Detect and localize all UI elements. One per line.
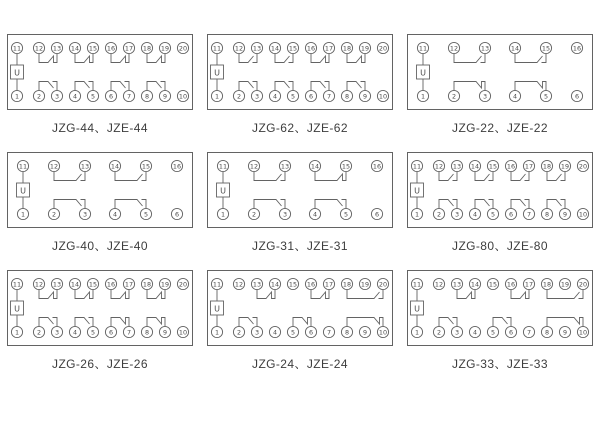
terminal-number: 6: [108, 328, 114, 337]
coil-label: U: [20, 186, 26, 196]
contact-normally-open: [111, 82, 129, 91]
terminal-number: 3: [482, 92, 488, 101]
terminal-number: 12: [234, 280, 244, 289]
terminal-number: 14: [70, 44, 80, 53]
terminal-number: 1: [214, 328, 220, 337]
panel-caption: JZG-80、JZE-80: [452, 239, 548, 253]
terminal-number: 19: [160, 280, 170, 289]
terminal-number: 4: [472, 210, 478, 219]
terminal-number: 3: [54, 328, 60, 337]
terminal-number: 16: [172, 162, 182, 171]
coil-label: U: [414, 304, 420, 314]
terminal-number: 3: [454, 210, 460, 219]
terminal-diagram: [207, 152, 393, 228]
terminal-number: 17: [324, 44, 334, 53]
terminal-number: 18: [342, 44, 352, 53]
contact-normally-open: [547, 290, 583, 299]
relay-terminal-diagram-svg: [407, 34, 593, 110]
terminal-number: 1: [220, 210, 226, 219]
terminal-number: 15: [488, 280, 498, 289]
terminal-number: 2: [236, 328, 242, 337]
contact-normally-open: [239, 318, 257, 327]
terminal-number: 4: [72, 328, 78, 337]
panel-caption: JZG-33、JZE-33: [452, 357, 548, 371]
terminal-number: 7: [126, 328, 132, 337]
terminal-number: 3: [454, 328, 460, 337]
terminal-number: 3: [82, 210, 88, 219]
contact-normally-closed: [147, 290, 165, 299]
terminal-number: 11: [212, 280, 222, 289]
coil-label: U: [14, 68, 20, 78]
contact-normally-open: [275, 54, 293, 63]
contact-normally-open: [347, 290, 383, 299]
contact-normally-open: [75, 318, 93, 327]
relay-terminal-diagram-svg: [407, 152, 593, 228]
terminal-number: 11: [18, 162, 28, 171]
terminal-number: 4: [112, 210, 118, 219]
terminal-number: 5: [490, 328, 496, 337]
terminal-diagram: [407, 270, 593, 346]
terminal-number: 17: [324, 280, 334, 289]
terminal-number: 1: [414, 328, 420, 337]
contact-normally-open: [115, 172, 146, 181]
terminal-number: 7: [326, 328, 332, 337]
terminal-number: 4: [312, 210, 318, 219]
relay-terminal-diagram-svg: [207, 152, 393, 228]
contact-normally-open: [315, 200, 346, 209]
contact-normally-closed: [511, 290, 529, 299]
contact-normally-closed: [457, 290, 475, 299]
panel-caption: JZG-40、JZE-40: [52, 239, 148, 253]
terminal-number: 13: [280, 162, 290, 171]
terminal-number: 5: [343, 210, 349, 219]
panel-caption: JZG-26、JZE-26: [52, 357, 148, 371]
terminal-number: 14: [470, 162, 480, 171]
contact-normally-closed: [454, 82, 485, 91]
terminal-number: 20: [578, 162, 588, 171]
terminal-number: 18: [142, 280, 152, 289]
terminal-number: 8: [544, 328, 550, 337]
contact-normally-closed: [147, 318, 165, 327]
relay-terminal-diagram-svg: [7, 34, 193, 110]
relay-terminal-diagram-svg: [7, 270, 193, 346]
panel-caption: JZG-24、JZE-24: [252, 357, 348, 371]
terminal-number: 11: [12, 44, 22, 53]
terminal-number: 12: [49, 162, 59, 171]
contact-normally-open: [39, 82, 57, 91]
contact-normally-open: [511, 200, 529, 209]
terminal-number: 20: [578, 280, 588, 289]
terminal-number: 1: [20, 210, 26, 219]
terminal-number: 10: [578, 328, 588, 337]
terminal-number: 17: [124, 44, 134, 53]
terminal-number: 15: [288, 44, 298, 53]
terminal-diagram: [407, 152, 593, 228]
terminal-number: 18: [142, 44, 152, 53]
terminal-number: 11: [12, 280, 22, 289]
contact-normally-open: [454, 54, 485, 63]
contact-normally-closed: [39, 290, 57, 299]
coil-label: U: [14, 304, 20, 314]
terminal-number: 15: [141, 162, 151, 171]
contact-normally-closed: [547, 318, 583, 327]
panel-border: [208, 153, 393, 228]
terminal-number: 9: [362, 328, 368, 337]
terminal-number: 19: [560, 280, 570, 289]
terminal-number: 20: [178, 280, 188, 289]
terminal-number: 12: [34, 44, 44, 53]
terminal-number: 2: [236, 92, 242, 101]
terminal-number: 5: [290, 92, 296, 101]
contact-normally-open: [254, 172, 285, 181]
contact-normally-open: [439, 172, 457, 181]
terminal-number: 18: [342, 280, 352, 289]
terminal-diagram: [7, 34, 193, 110]
terminal-number: 13: [452, 162, 462, 171]
terminal-number: 1: [14, 328, 20, 337]
terminal-number: 2: [436, 210, 442, 219]
contact-normally-open: [39, 318, 57, 327]
contact-normally-open: [439, 318, 457, 327]
terminal-number: 15: [488, 162, 498, 171]
terminal-number: 4: [72, 92, 78, 101]
terminal-number: 1: [414, 210, 420, 219]
terminal-number: 2: [51, 210, 57, 219]
terminal-number: 16: [372, 162, 382, 171]
relay-terminal-diagram-svg: [7, 152, 193, 228]
terminal-number: 14: [70, 280, 80, 289]
contact-normally-open: [54, 200, 85, 209]
contact-normally-closed: [311, 54, 329, 63]
terminal-number: 5: [490, 210, 496, 219]
contact-normally-closed: [147, 54, 165, 63]
contact-normally-open: [275, 82, 293, 91]
contact-normally-closed: [111, 54, 129, 63]
relay-diagram-grid: [0, 26, 600, 392]
terminal-number: 10: [178, 328, 188, 337]
terminal-number: 5: [543, 92, 549, 101]
panel-caption: JZG-31、JZE-31: [252, 239, 348, 253]
terminal-number: 11: [418, 44, 428, 53]
terminal-number: 12: [434, 280, 444, 289]
terminal-number: 14: [310, 162, 320, 171]
panel-border: [408, 35, 593, 110]
terminal-number: 2: [251, 210, 257, 219]
terminal-number: 14: [270, 44, 280, 53]
terminal-number: 9: [162, 328, 168, 337]
terminal-number: 19: [160, 44, 170, 53]
panel-caption: JZG-22、JZE-22: [452, 121, 548, 135]
terminal-number: 11: [212, 44, 222, 53]
contact-normally-closed: [515, 82, 546, 91]
terminal-number: 17: [524, 280, 534, 289]
contact-normally-open: [511, 172, 529, 181]
terminal-number: 16: [506, 162, 516, 171]
coil-label: U: [414, 186, 420, 196]
contact-normally-closed: [257, 290, 275, 299]
terminal-number: 19: [560, 162, 570, 171]
contact-normally-open: [475, 200, 493, 209]
contact-normally-open: [239, 54, 257, 63]
terminal-number: 3: [254, 328, 260, 337]
contact-normally-open: [439, 200, 457, 209]
contact-normally-open: [347, 82, 365, 91]
terminal-number: 12: [434, 162, 444, 171]
terminal-number: 17: [524, 162, 534, 171]
terminal-number: 6: [308, 328, 314, 337]
terminal-number: 16: [506, 280, 516, 289]
terminal-number: 6: [574, 92, 580, 101]
terminal-number: 10: [578, 210, 588, 219]
terminal-number: 9: [362, 92, 368, 101]
diagram-panel-jzg-44: [0, 26, 200, 144]
terminal-number: 3: [54, 92, 60, 101]
terminal-diagram: [7, 152, 193, 228]
terminal-number: 11: [412, 280, 422, 289]
diagram-panel-jzg-22: [400, 26, 600, 144]
terminal-number: 1: [214, 92, 220, 101]
terminal-number: 14: [470, 280, 480, 289]
terminal-number: 15: [341, 162, 351, 171]
terminal-number: 12: [234, 44, 244, 53]
terminal-number: 11: [412, 162, 422, 171]
terminal-number: 12: [34, 280, 44, 289]
terminal-number: 19: [360, 280, 370, 289]
contact-normally-open: [475, 172, 493, 181]
terminal-number: 8: [344, 92, 350, 101]
terminal-number: 13: [52, 44, 62, 53]
terminal-number: 16: [106, 44, 116, 53]
panel-caption: JZG-62、JZE-62: [252, 121, 348, 135]
terminal-number: 4: [472, 328, 478, 337]
diagram-panel-jzg-31: [200, 144, 400, 262]
coil-label: U: [214, 68, 220, 78]
terminal-number: 8: [544, 210, 550, 219]
contact-normally-open: [547, 172, 565, 181]
terminal-number: 18: [542, 162, 552, 171]
diagram-panel-jzg-80: [400, 144, 600, 262]
terminal-number: 15: [288, 280, 298, 289]
terminal-number: 18: [542, 280, 552, 289]
coil-label: U: [214, 304, 220, 314]
relay-terminal-diagram-svg: [407, 270, 593, 346]
contact-normally-closed: [347, 54, 365, 63]
panel-border: [8, 153, 193, 228]
terminal-number: 13: [80, 162, 90, 171]
terminal-number: 19: [360, 44, 370, 53]
terminal-number: 2: [36, 92, 42, 101]
terminal-number: 7: [326, 92, 332, 101]
terminal-number: 10: [378, 92, 388, 101]
terminal-number: 14: [270, 280, 280, 289]
contact-normally-open: [115, 200, 146, 209]
terminal-diagram: [207, 270, 393, 346]
terminal-number: 5: [290, 328, 296, 337]
terminal-number: 13: [452, 280, 462, 289]
contact-normally-closed: [293, 318, 311, 327]
contact-normally-open: [493, 318, 511, 327]
terminal-number: 7: [526, 328, 532, 337]
terminal-number: 20: [378, 44, 388, 53]
terminal-diagram: [7, 270, 193, 346]
relay-terminal-diagram-svg: [207, 270, 393, 346]
terminal-number: 8: [344, 328, 350, 337]
contact-normally-closed: [111, 318, 129, 327]
contact-normally-closed: [347, 318, 383, 327]
terminal-number: 6: [508, 210, 514, 219]
terminal-number: 16: [106, 280, 116, 289]
terminal-number: 5: [90, 328, 96, 337]
terminal-number: 3: [282, 210, 288, 219]
coil-label: U: [420, 68, 426, 78]
terminal-number: 9: [562, 328, 568, 337]
terminal-number: 12: [449, 44, 459, 53]
terminal-number: 2: [36, 328, 42, 337]
contact-normally-open: [75, 82, 93, 91]
terminal-number: 1: [14, 92, 20, 101]
diagram-panel-jzg-40: [0, 144, 200, 262]
contact-normally-closed: [75, 290, 93, 299]
terminal-diagram: [207, 34, 393, 110]
terminal-number: 5: [90, 92, 96, 101]
terminal-number: 8: [144, 328, 150, 337]
terminal-number: 9: [562, 210, 568, 219]
contact-normally-open: [239, 82, 257, 91]
contact-normally-open: [147, 82, 165, 91]
relay-terminal-diagram-svg: [207, 34, 393, 110]
terminal-number: 9: [162, 92, 168, 101]
terminal-number: 3: [254, 92, 260, 101]
coil-label: U: [220, 186, 226, 196]
terminal-number: 15: [88, 44, 98, 53]
terminal-number: 6: [508, 328, 514, 337]
contact-normally-closed: [75, 54, 93, 63]
terminal-number: 4: [512, 92, 518, 101]
contact-normally-closed: [111, 290, 129, 299]
terminal-number: 20: [378, 280, 388, 289]
terminal-number: 16: [572, 44, 582, 53]
terminal-number: 12: [249, 162, 259, 171]
terminal-diagram: [407, 34, 593, 110]
terminal-number: 4: [272, 328, 278, 337]
terminal-number: 5: [143, 210, 149, 219]
terminal-number: 16: [306, 280, 316, 289]
diagram-panel-jzg-33: [400, 262, 600, 380]
terminal-number: 4: [272, 92, 278, 101]
panel-caption: JZG-44、JZE-44: [52, 121, 148, 135]
terminal-number: 14: [110, 162, 120, 171]
terminal-number: 13: [480, 44, 490, 53]
terminal-number: 13: [252, 280, 262, 289]
contact-normally-closed: [315, 172, 346, 181]
terminal-number: 6: [374, 210, 380, 219]
contact-normally-closed: [39, 54, 57, 63]
terminal-number: 10: [178, 92, 188, 101]
terminal-number: 13: [52, 280, 62, 289]
contact-normally-open: [515, 54, 546, 63]
terminal-number: 20: [178, 44, 188, 53]
terminal-number: 16: [306, 44, 316, 53]
terminal-number: 15: [88, 280, 98, 289]
contact-normally-open: [547, 200, 565, 209]
terminal-number: 1: [420, 92, 426, 101]
contact-normally-open: [254, 200, 285, 209]
diagram-panel-jzg-62: [200, 26, 400, 144]
diagram-panel-jzg-26: [0, 262, 200, 380]
terminal-number: 6: [174, 210, 180, 219]
terminal-number: 11: [218, 162, 228, 171]
terminal-number: 7: [526, 210, 532, 219]
terminal-number: 10: [378, 328, 388, 337]
terminal-number: 6: [308, 92, 314, 101]
terminal-number: 7: [126, 92, 132, 101]
contact-normally-closed: [311, 290, 329, 299]
terminal-number: 17: [124, 280, 134, 289]
terminal-number: 2: [436, 328, 442, 337]
terminal-number: 6: [108, 92, 114, 101]
contact-normally-open: [54, 172, 85, 181]
terminal-number: 2: [451, 92, 457, 101]
contact-normally-open: [311, 82, 329, 91]
terminal-number: 15: [541, 44, 551, 53]
terminal-number: 13: [252, 44, 262, 53]
terminal-number: 8: [144, 92, 150, 101]
diagram-panel-jzg-24: [200, 262, 400, 380]
terminal-number: 14: [510, 44, 520, 53]
